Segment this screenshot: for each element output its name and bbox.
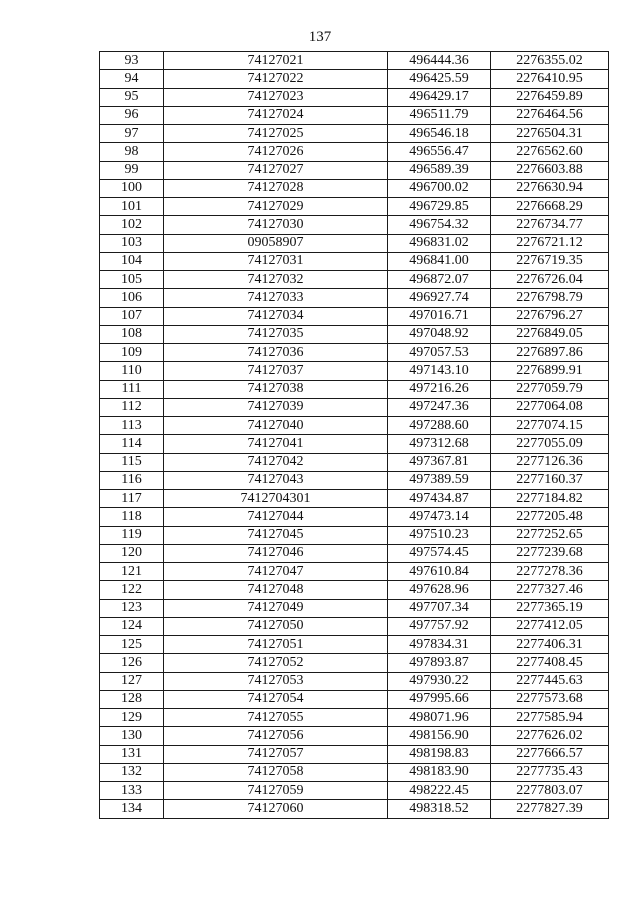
point-number-cell: 117	[100, 490, 164, 508]
point-id-cell: 74127039	[164, 398, 388, 416]
point-id-cell: 74127034	[164, 307, 388, 325]
x-coordinate-cell: 496589.39	[388, 161, 491, 179]
table-row	[100, 727, 609, 745]
table-row	[100, 271, 609, 289]
point-number-cell: 122	[100, 581, 164, 599]
point-id-cell: 74127045	[164, 526, 388, 544]
point-number-cell: 105	[100, 271, 164, 289]
point-number-cell: 116	[100, 471, 164, 489]
point-id-cell: 74127026	[164, 143, 388, 161]
table-row	[100, 508, 609, 526]
y-coordinate-cell: 2277803.07	[491, 782, 609, 800]
point-number-cell: 95	[100, 88, 164, 106]
y-coordinate-cell: 2276721.12	[491, 234, 609, 252]
point-id-cell: 74127044	[164, 508, 388, 526]
y-coordinate-cell: 2276464.56	[491, 106, 609, 124]
point-number-cell: 100	[100, 179, 164, 197]
table-row	[100, 471, 609, 489]
point-number-cell: 119	[100, 526, 164, 544]
table-row	[100, 599, 609, 617]
point-id-cell: 74127051	[164, 636, 388, 654]
point-id-cell: 74127050	[164, 617, 388, 635]
table-row	[100, 179, 609, 197]
x-coordinate-cell: 497893.87	[388, 654, 491, 672]
point-number-cell: 96	[100, 106, 164, 124]
y-coordinate-cell: 2276630.94	[491, 179, 609, 197]
table-row	[100, 745, 609, 763]
point-id-cell: 74127028	[164, 179, 388, 197]
x-coordinate-cell: 496927.74	[388, 289, 491, 307]
point-number-cell: 114	[100, 435, 164, 453]
table-row	[100, 417, 609, 435]
point-number-cell: 120	[100, 544, 164, 562]
x-coordinate-cell: 497247.36	[388, 398, 491, 416]
table-row	[100, 398, 609, 416]
x-coordinate-cell: 497367.81	[388, 453, 491, 471]
point-number-cell: 107	[100, 307, 164, 325]
table-row	[100, 143, 609, 161]
x-coordinate-cell: 496729.85	[388, 198, 491, 216]
x-coordinate-cell: 498318.52	[388, 800, 491, 818]
y-coordinate-cell: 2277278.36	[491, 563, 609, 581]
y-coordinate-cell: 2277205.48	[491, 508, 609, 526]
point-number-cell: 130	[100, 727, 164, 745]
point-number-cell: 134	[100, 800, 164, 818]
x-coordinate-cell: 497995.66	[388, 690, 491, 708]
x-coordinate-cell: 497707.34	[388, 599, 491, 617]
point-number-cell: 124	[100, 617, 164, 635]
y-coordinate-cell: 2277252.65	[491, 526, 609, 544]
point-number-cell: 94	[100, 70, 164, 88]
table-row	[100, 325, 609, 343]
table-row	[100, 690, 609, 708]
point-number-cell: 115	[100, 453, 164, 471]
point-number-cell: 127	[100, 672, 164, 690]
point-number-cell: 108	[100, 325, 164, 343]
y-coordinate-cell: 2276504.31	[491, 125, 609, 143]
table-row	[100, 88, 609, 106]
x-coordinate-cell: 497473.14	[388, 508, 491, 526]
y-coordinate-cell: 2277445.63	[491, 672, 609, 690]
table-row	[100, 161, 609, 179]
point-id-cell: 74127059	[164, 782, 388, 800]
point-id-cell: 74127060	[164, 800, 388, 818]
table-row	[100, 672, 609, 690]
x-coordinate-cell: 496556.47	[388, 143, 491, 161]
table-row	[100, 526, 609, 544]
x-coordinate-cell: 496429.17	[388, 88, 491, 106]
point-id-cell: 74127041	[164, 435, 388, 453]
coordinates-table-body	[100, 52, 609, 819]
point-number-cell: 110	[100, 362, 164, 380]
point-number-cell: 106	[100, 289, 164, 307]
x-coordinate-cell: 497628.96	[388, 581, 491, 599]
x-coordinate-cell: 497389.59	[388, 471, 491, 489]
table-row	[100, 617, 609, 635]
point-number-cell: 102	[100, 216, 164, 234]
table-row	[100, 52, 609, 70]
x-coordinate-cell: 496872.07	[388, 271, 491, 289]
y-coordinate-cell: 2276355.02	[491, 52, 609, 70]
point-id-cell: 74127027	[164, 161, 388, 179]
x-coordinate-cell: 496841.00	[388, 252, 491, 270]
point-id-cell: 74127023	[164, 88, 388, 106]
table-row	[100, 344, 609, 362]
table-row	[100, 563, 609, 581]
point-number-cell: 121	[100, 563, 164, 581]
table-row	[100, 198, 609, 216]
table-row	[100, 490, 609, 508]
point-number-cell: 93	[100, 52, 164, 70]
point-id-cell: 74127054	[164, 690, 388, 708]
point-id-cell: 74127036	[164, 344, 388, 362]
y-coordinate-cell: 2276603.88	[491, 161, 609, 179]
point-id-cell: 74127055	[164, 709, 388, 727]
point-id-cell: 74127043	[164, 471, 388, 489]
point-number-cell: 103	[100, 234, 164, 252]
point-id-cell: 74127029	[164, 198, 388, 216]
x-coordinate-cell: 497434.87	[388, 490, 491, 508]
coordinates-table	[99, 51, 609, 819]
table-row	[100, 800, 609, 818]
y-coordinate-cell: 2277239.68	[491, 544, 609, 562]
x-coordinate-cell: 496511.79	[388, 106, 491, 124]
y-coordinate-cell: 2276410.95	[491, 70, 609, 88]
table-row	[100, 70, 609, 88]
y-coordinate-cell: 2277064.08	[491, 398, 609, 416]
point-id-cell: 74127057	[164, 745, 388, 763]
y-coordinate-cell: 2276899.91	[491, 362, 609, 380]
y-coordinate-cell: 2276726.04	[491, 271, 609, 289]
point-id-cell: 74127048	[164, 581, 388, 599]
point-id-cell: 74127052	[164, 654, 388, 672]
table-row	[100, 435, 609, 453]
x-coordinate-cell: 496546.18	[388, 125, 491, 143]
point-number-cell: 131	[100, 745, 164, 763]
y-coordinate-cell: 2277160.37	[491, 471, 609, 489]
x-coordinate-cell: 497143.10	[388, 362, 491, 380]
point-id-cell: 74127025	[164, 125, 388, 143]
point-number-cell: 112	[100, 398, 164, 416]
x-coordinate-cell: 497757.92	[388, 617, 491, 635]
y-coordinate-cell: 2277573.68	[491, 690, 609, 708]
page-number: 137	[308, 29, 332, 45]
table-row	[100, 125, 609, 143]
point-number-cell: 129	[100, 709, 164, 727]
y-coordinate-cell: 2277735.43	[491, 763, 609, 781]
x-coordinate-cell: 498071.96	[388, 709, 491, 727]
table-row	[100, 544, 609, 562]
point-id-cell: 74127040	[164, 417, 388, 435]
table-row	[100, 362, 609, 380]
table-row	[100, 289, 609, 307]
point-number-cell: 101	[100, 198, 164, 216]
table-row	[100, 234, 609, 252]
table-row	[100, 763, 609, 781]
y-coordinate-cell: 2277126.36	[491, 453, 609, 471]
point-number-cell: 128	[100, 690, 164, 708]
y-coordinate-cell: 2276849.05	[491, 325, 609, 343]
x-coordinate-cell: 497057.53	[388, 344, 491, 362]
y-coordinate-cell: 2277666.57	[491, 745, 609, 763]
y-coordinate-cell: 2277327.46	[491, 581, 609, 599]
table-row	[100, 581, 609, 599]
x-coordinate-cell: 498198.83	[388, 745, 491, 763]
x-coordinate-cell: 497016.71	[388, 307, 491, 325]
point-number-cell: 111	[100, 380, 164, 398]
y-coordinate-cell: 2276796.27	[491, 307, 609, 325]
x-coordinate-cell: 496425.59	[388, 70, 491, 88]
y-coordinate-cell: 2276897.86	[491, 344, 609, 362]
table-row	[100, 782, 609, 800]
y-coordinate-cell: 2277074.15	[491, 417, 609, 435]
table-row	[100, 216, 609, 234]
point-number-cell: 109	[100, 344, 164, 362]
y-coordinate-cell: 2277585.94	[491, 709, 609, 727]
point-id-cell: 74127024	[164, 106, 388, 124]
y-coordinate-cell: 2277406.31	[491, 636, 609, 654]
y-coordinate-cell: 2276719.35	[491, 252, 609, 270]
point-number-cell: 97	[100, 125, 164, 143]
x-coordinate-cell: 497312.68	[388, 435, 491, 453]
point-number-cell: 126	[100, 654, 164, 672]
point-number-cell: 113	[100, 417, 164, 435]
point-id-cell: 09058907	[164, 234, 388, 252]
point-id-cell: 74127058	[164, 763, 388, 781]
x-coordinate-cell: 496754.32	[388, 216, 491, 234]
point-id-cell: 74127042	[164, 453, 388, 471]
x-coordinate-cell: 497574.45	[388, 544, 491, 562]
point-id-cell: 74127038	[164, 380, 388, 398]
point-id-cell: 74127022	[164, 70, 388, 88]
table-row	[100, 636, 609, 654]
point-id-cell: 74127035	[164, 325, 388, 343]
point-id-cell: 74127049	[164, 599, 388, 617]
point-id-cell: 74127030	[164, 216, 388, 234]
table-row	[100, 453, 609, 471]
x-coordinate-cell: 496831.02	[388, 234, 491, 252]
point-id-cell: 74127021	[164, 52, 388, 70]
table-row	[100, 654, 609, 672]
y-coordinate-cell: 2277408.45	[491, 654, 609, 672]
y-coordinate-cell: 2276734.77	[491, 216, 609, 234]
point-number-cell: 132	[100, 763, 164, 781]
point-id-cell: 74127047	[164, 563, 388, 581]
x-coordinate-cell: 497610.84	[388, 563, 491, 581]
point-id-cell: 74127033	[164, 289, 388, 307]
point-number-cell: 98	[100, 143, 164, 161]
y-coordinate-cell: 2277412.05	[491, 617, 609, 635]
y-coordinate-cell: 2277365.19	[491, 599, 609, 617]
y-coordinate-cell: 2277055.09	[491, 435, 609, 453]
x-coordinate-cell: 497048.92	[388, 325, 491, 343]
x-coordinate-cell: 496700.02	[388, 179, 491, 197]
y-coordinate-cell: 2277184.82	[491, 490, 609, 508]
x-coordinate-cell: 498183.90	[388, 763, 491, 781]
table-row	[100, 252, 609, 270]
point-id-cell: 74127031	[164, 252, 388, 270]
y-coordinate-cell: 2276459.89	[491, 88, 609, 106]
x-coordinate-cell: 497288.60	[388, 417, 491, 435]
table-row	[100, 307, 609, 325]
y-coordinate-cell: 2277059.79	[491, 380, 609, 398]
x-coordinate-cell: 498156.90	[388, 727, 491, 745]
point-id-cell: 74127037	[164, 362, 388, 380]
point-number-cell: 133	[100, 782, 164, 800]
y-coordinate-cell: 2276668.29	[491, 198, 609, 216]
point-number-cell: 99	[100, 161, 164, 179]
point-id-cell: 74127053	[164, 672, 388, 690]
point-id-cell: 74127046	[164, 544, 388, 562]
point-id-cell: 74127032	[164, 271, 388, 289]
x-coordinate-cell: 498222.45	[388, 782, 491, 800]
point-number-cell: 104	[100, 252, 164, 270]
x-coordinate-cell: 496444.36	[388, 52, 491, 70]
point-id-cell: 74127056	[164, 727, 388, 745]
point-number-cell: 125	[100, 636, 164, 654]
table-row	[100, 106, 609, 124]
y-coordinate-cell: 2277626.02	[491, 727, 609, 745]
y-coordinate-cell: 2277827.39	[491, 800, 609, 818]
x-coordinate-cell: 497216.26	[388, 380, 491, 398]
y-coordinate-cell: 2276798.79	[491, 289, 609, 307]
table-row	[100, 709, 609, 727]
x-coordinate-cell: 497834.31	[388, 636, 491, 654]
point-number-cell: 123	[100, 599, 164, 617]
point-number-cell: 118	[100, 508, 164, 526]
point-id-cell: 7412704301	[164, 490, 388, 508]
x-coordinate-cell: 497510.23	[388, 526, 491, 544]
x-coordinate-cell: 497930.22	[388, 672, 491, 690]
y-coordinate-cell: 2276562.60	[491, 143, 609, 161]
table-row	[100, 380, 609, 398]
